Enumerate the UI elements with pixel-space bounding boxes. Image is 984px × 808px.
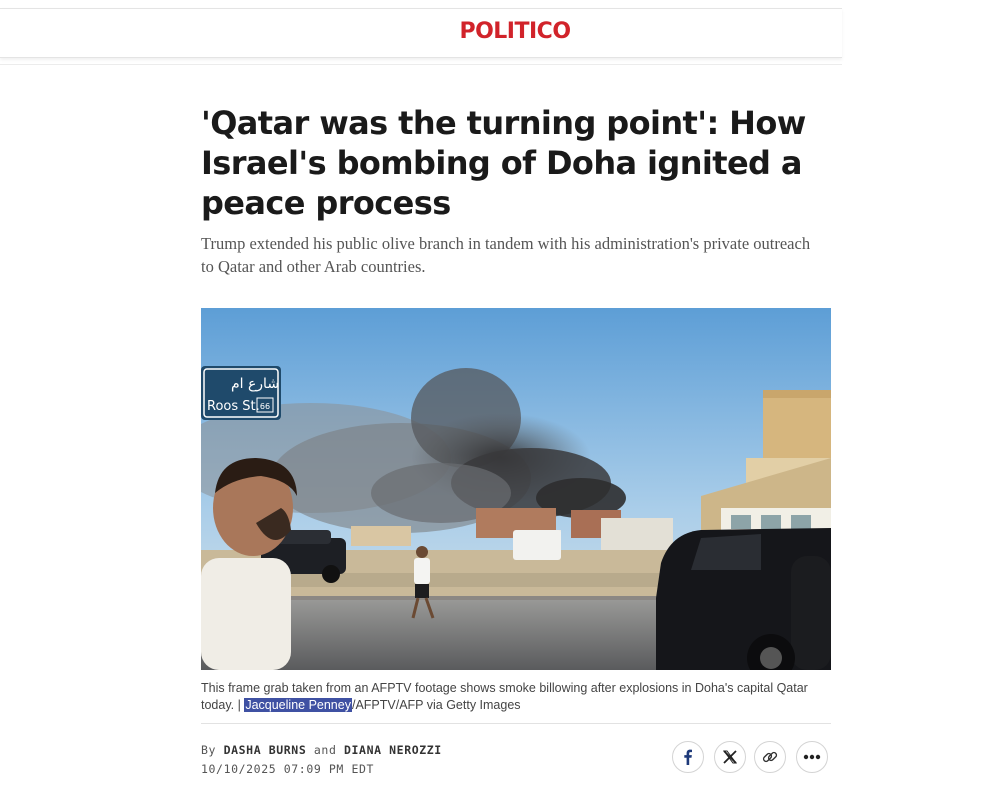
more-icon [803,754,821,760]
publish-timestamp: 10/10/2025 07:09 PM EDT [201,762,375,776]
link-icon [761,748,779,766]
byline-joiner: and [313,743,337,757]
image-caption [201,680,831,714]
x-icon [722,749,738,765]
politico-logo[interactable]: POLITICO [459,19,571,44]
site-header [0,8,842,58]
copy-link-button[interactable] [754,741,786,773]
byline [201,743,442,757]
caption-photographer-highlight: Jacqueline Penney [245,698,351,712]
street-sign-latin: Roos St. [207,399,260,414]
author-link-dasha-burns[interactable]: DASHA BURNS [223,743,307,757]
share-facebook-button[interactable] [672,741,704,773]
article-headline: 'Qatar was the turning point': How Israel's bombing of Doha ignited a peace process [201,104,806,222]
caption-text: This frame grab taken from an AFPTV footage shows smoke billowing after explosions in Doha's capital Qatar today. | [201,681,808,712]
header-divider [0,64,842,65]
caption-divider [201,723,831,724]
street-sign-number: 66 [259,402,271,411]
byline-prefix: By [201,743,217,757]
author-link-diana-nerozzi[interactable]: DIANA NEROZZI [344,743,442,757]
article-dek: Trump extended his public olive branch in tandem with his administration's private outreach to Qatar and other Arab countries. [201,234,811,276]
more-options-button[interactable] [796,741,828,773]
street-sign [201,366,281,420]
hero-image [201,308,831,670]
caption-credit: /AFPTV/AFP via Getty Images [351,698,521,712]
foreground-suv [656,528,831,670]
share-x-button[interactable] [714,741,746,773]
facebook-icon [680,749,696,765]
street-sign-arabic: شارع ام [230,376,280,392]
